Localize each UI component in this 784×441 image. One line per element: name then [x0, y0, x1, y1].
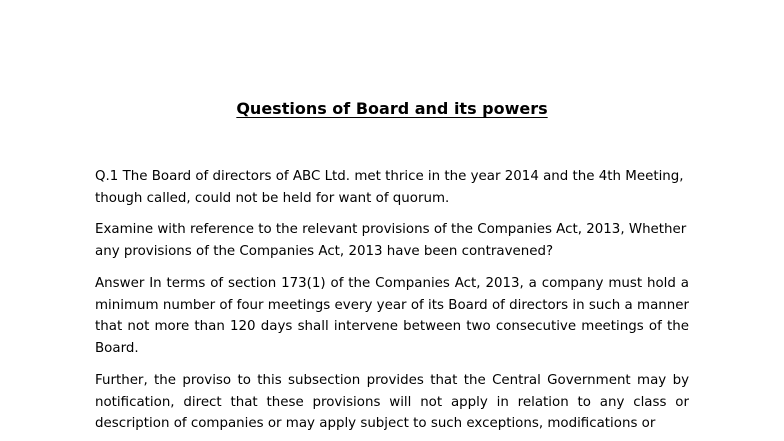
- page-title: Questions of Board and its powers: [236, 99, 548, 118]
- question-paragraph: Q.1 The Board of directors of ABC Ltd. met thrice in the year 2014 and the 4th Meeting, though called, could not be held for want of quorum.: [95, 169, 684, 206]
- proviso-paragraph: Further, the proviso to this subsection provides that the Central Government may by notification, direct that these provisions will not apply in relation to any class or description of companies or may apply subject to such exceptions, modifications or: [95, 373, 689, 431]
- answer-paragraph: Answer In terms of section 173(1) of the Companies Act, 2013, a company must hold a minimum number of four meetings every year of its Board of directors in such a manner that not more than 120 days shall intervene between two consecutive meetings of the Board.: [95, 276, 689, 356]
- examine-paragraph: Examine with reference to the relevant provisions of the Companies Act, 2013, Whether any provisions of the Companies Act, 2013 have been contravened?: [95, 222, 687, 259]
